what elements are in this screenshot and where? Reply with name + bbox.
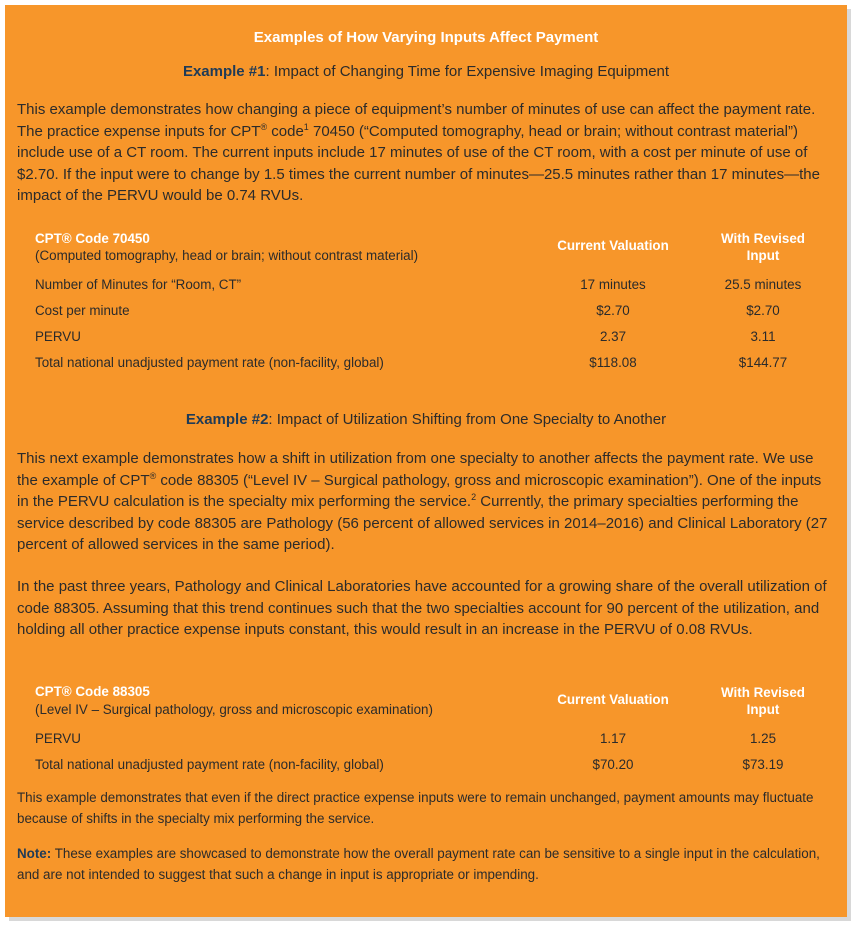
table1-col-current: Current Valuation: [557, 238, 669, 253]
example2-heading-bold: Example #2: [185, 411, 269, 428]
example2-text-3: Currently, the primary specialties performing the service described by code 88305 are Pathology (56 percent of allowed services in 2014–2016) and Clinical Laboratory (27 percent of allowed services in the same period).: [17, 493, 828, 554]
panel-title: Examples of How Varying Inputs Affect Payment: [253, 29, 599, 46]
example1-paragraph: [17, 99, 835, 207]
example1-heading: [5, 63, 847, 80]
table2-row-revised: 1.25: [749, 731, 777, 746]
table2-col-revised: [693, 684, 833, 718]
example1-heading-bold: Example #1: [182, 63, 266, 80]
example2-text-1: This next example demonstrates how a shift in utilization from one specialty to another affects the payment rate. We use the example of CPT: [17, 450, 814, 489]
table1-row-revised: $144.77: [738, 355, 788, 370]
table1-row-current: $118.08: [589, 355, 637, 370]
example2-heading-rest: : Impact of Utilization Shifting from One Specialty to Another: [268, 411, 667, 428]
table1-row-label: Cost per minute: [35, 303, 130, 318]
info-panel: [5, 5, 847, 917]
table1-row-current: 2.37: [599, 329, 627, 344]
table2-row-revised: $73.19: [742, 757, 784, 772]
example1-heading-rest: : Impact of Changing Time for Expensive Imaging Equipment: [265, 63, 670, 80]
table1-col-revised: [693, 230, 833, 264]
table1-row-revised: 25.5 minutes: [724, 277, 802, 292]
note-label: Note:: [17, 846, 52, 861]
table2-row-current: 1.17: [599, 731, 627, 746]
registered-mark: ®: [149, 470, 157, 481]
example2-heading: [5, 411, 847, 428]
example1-text-3: 70450 (“Computed tomography, head or brain; without contrast material”) include use of a CT room. The current inputs include 17 minutes of use of the CT room, with a cost per minute of use of $2.70. If the input were to change by 1.5 times the current number of minutes—25.5 minutes rather than 17 minutes—the impact of the PERVU would be 0.74 RVUs.: [17, 122, 820, 205]
example1-text-2: code: [267, 122, 304, 140]
table2-code-label: CPT® Code 88305: [35, 684, 150, 699]
footnote-ref-2: 2: [471, 492, 477, 503]
table2-code-desc: (Level IV – Surgical pathology, gross and microscopic examination): [35, 702, 433, 717]
table1-row-label: PERVU: [35, 329, 81, 344]
example2-paragraph-2: In the past three years, Pathology and Clinical Laboratories have accounted for a growing share of the overall utilization of code 88305. Assuming that this trend continues such that the two specialties account for 90 percent of the utilization, and holding all other practice expense inputs constant, this would result in an increase in the PERVU of 0.08 RVUs.: [17, 578, 827, 639]
footnote-ref-1: 1: [303, 121, 309, 132]
table2-row-label: Total national unadjusted payment rate (non-facility, global): [35, 757, 384, 772]
table1-code-desc: (Computed tomography, head or brain; without contrast material): [35, 248, 419, 263]
table2-col-revised-line1: With Revised: [721, 685, 805, 700]
example2-paragraph-1: [17, 448, 835, 556]
table2-row-current: $70.20: [592, 757, 634, 772]
table1-row-label: Number of Minutes for “Room, CT”: [35, 277, 242, 292]
table1-row-current: $2.70: [596, 303, 630, 318]
table2-col-current: Current Valuation: [557, 692, 669, 707]
example2-text-2: code 88305 (“Level IV – Surgical pathology, gross and microscopic examination”). One of the inputs in the PERVU calculation is the specialty mix performing the service.: [17, 471, 822, 511]
table1-row-revised: $2.70: [746, 303, 780, 318]
table1-row-current: 17 minutes: [580, 277, 646, 292]
table1-row-revised: 3.11: [750, 329, 776, 344]
note-body: These examples are showcased to demonstrate how the overall payment rate can be sensitive to a single input in the calculation, and are not intended to suggest that such a change in input is appropriate or impending.: [17, 846, 820, 882]
note-text: [17, 844, 837, 885]
table1-row-label: Total national unadjusted payment rate (non-facility, global): [35, 355, 384, 370]
table1-code-label: CPT® Code 70450: [35, 231, 150, 246]
table1-col-revised-line2: Input: [746, 248, 780, 263]
conclusion-text: This example demonstrates that even if the direct practice expense inputs were to remain unchanged, payment amounts may fluctuate because of shifts in the specialty mix performing the service.: [17, 790, 814, 826]
table2-col-revised-line2: Input: [746, 702, 780, 717]
table1-col-revised-line1: With Revised: [721, 231, 805, 246]
example1-text-1: This example demonstrates how changing a piece of equipment’s number of minutes of use can affect the payment rate. The practice expense inputs for CPT: [17, 101, 816, 140]
registered-mark: ®: [260, 121, 268, 132]
table2-row-label: PERVU: [35, 731, 81, 746]
